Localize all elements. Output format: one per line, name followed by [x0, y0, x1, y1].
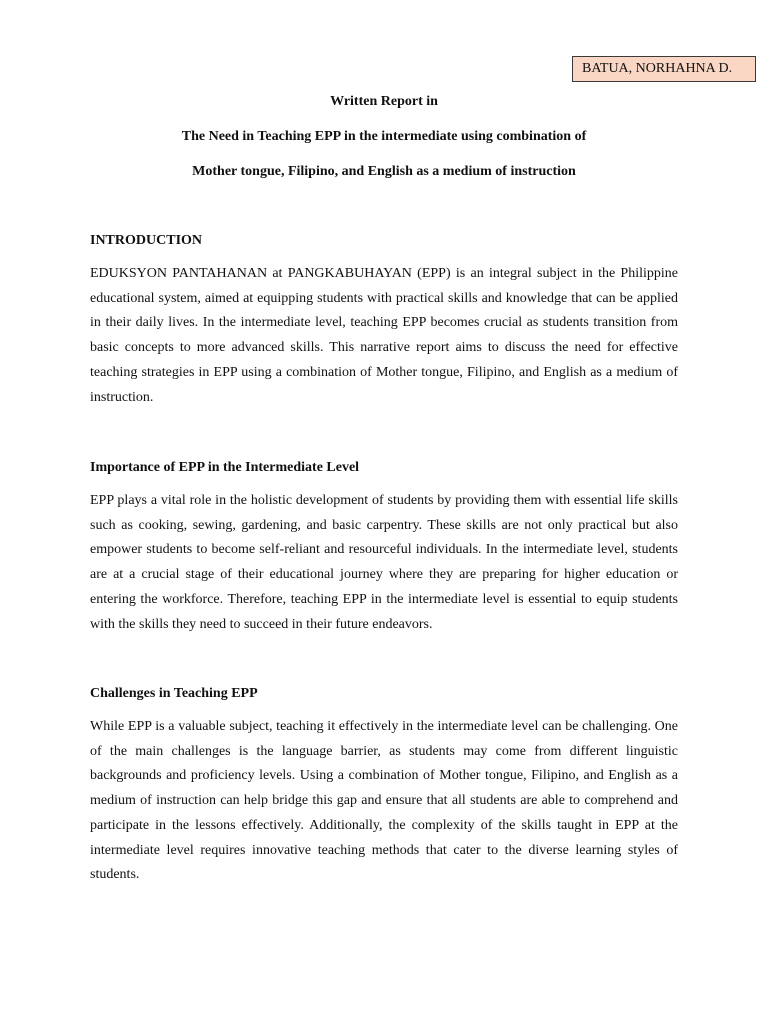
author-name: BATUA, NORHAHNA D.	[582, 61, 733, 76]
paragraph-line: backgrounds and proficiency levels. Using a combination of Mother tongue, Filipino, and English as a	[90, 768, 678, 784]
paragraph-line: While EPP is a valuable subject, teaching it effectively in the intermediate level can be challenging. One	[90, 719, 678, 734]
paragraph-line: empower students to become self-reliant and resourceful individuals. In the intermediate level, students	[90, 542, 678, 558]
paragraph-line: teaching strategies in EPP using a combination of Mother tongue, Filipino, and English as a medium of	[90, 364, 678, 380]
paragraph-line: EDUKSYON PANTAHANAN at PANGKABUHAYAN (EPP) is an integral subject in the Philippine	[90, 266, 678, 281]
paragraph-line: with the skills they need to succeed in their future endeavors.	[90, 616, 433, 632]
introduction-paragraph	[90, 262, 678, 410]
paragraph-line: entering the workforce. Therefore, teaching EPP in the intermediate level is essential to equip students	[90, 591, 678, 607]
report-type-title: Written Report in	[330, 94, 438, 109]
challenges-paragraph	[90, 715, 678, 888]
paragraph-line: students.	[90, 867, 140, 883]
report-title-line-1: The Need in Teaching EPP in the intermediate using combination of	[181, 129, 587, 144]
paragraph-line: in their daily lives. In the intermediate level, teaching EPP becomes crucial as students transition from	[90, 315, 678, 331]
paragraph-line: EPP plays a vital role in the holistic development of students by providing them with essential life skills	[90, 493, 678, 508]
paragraph-line: basic concepts to more advanced skills. This narrative report aims to discuss the need for effective	[90, 340, 678, 356]
challenges-heading: Challenges in Teaching EPP	[90, 686, 258, 701]
paragraph-line: intermediate level requires innovative teaching methods that cater to the diverse learning styles of	[90, 842, 678, 858]
paragraph-line: educational system, aimed at equipping students with practical skills and knowledge that can be applied	[90, 290, 678, 306]
importance-heading: Importance of EPP in the Intermediate Level	[90, 460, 360, 475]
introduction-heading: INTRODUCTION	[90, 233, 203, 248]
paragraph-line: instruction.	[90, 389, 154, 405]
paragraph-line: such as cooking, sewing, gardening, and basic carpentry. These skills are not only practical but also	[90, 517, 678, 533]
author-name-box	[572, 56, 756, 82]
paragraph-line: are at a crucial stage of their educational journey where they are preparing for higher education or	[90, 567, 678, 583]
paragraph-line: medium of instruction can help bridge this gap and ensure that all students are able to comprehend and	[90, 793, 678, 809]
paragraph-line: participate in the lessons effectively. Additionally, the complexity of the skills taught in EPP at the	[90, 817, 678, 833]
paragraph-line: of the main challenges is the language barrier, as students may come from different linguistic	[90, 743, 678, 759]
report-title-line-2: Mother tongue, Filipino, and English as a medium of instruction	[192, 164, 576, 179]
importance-paragraph	[90, 489, 678, 637]
